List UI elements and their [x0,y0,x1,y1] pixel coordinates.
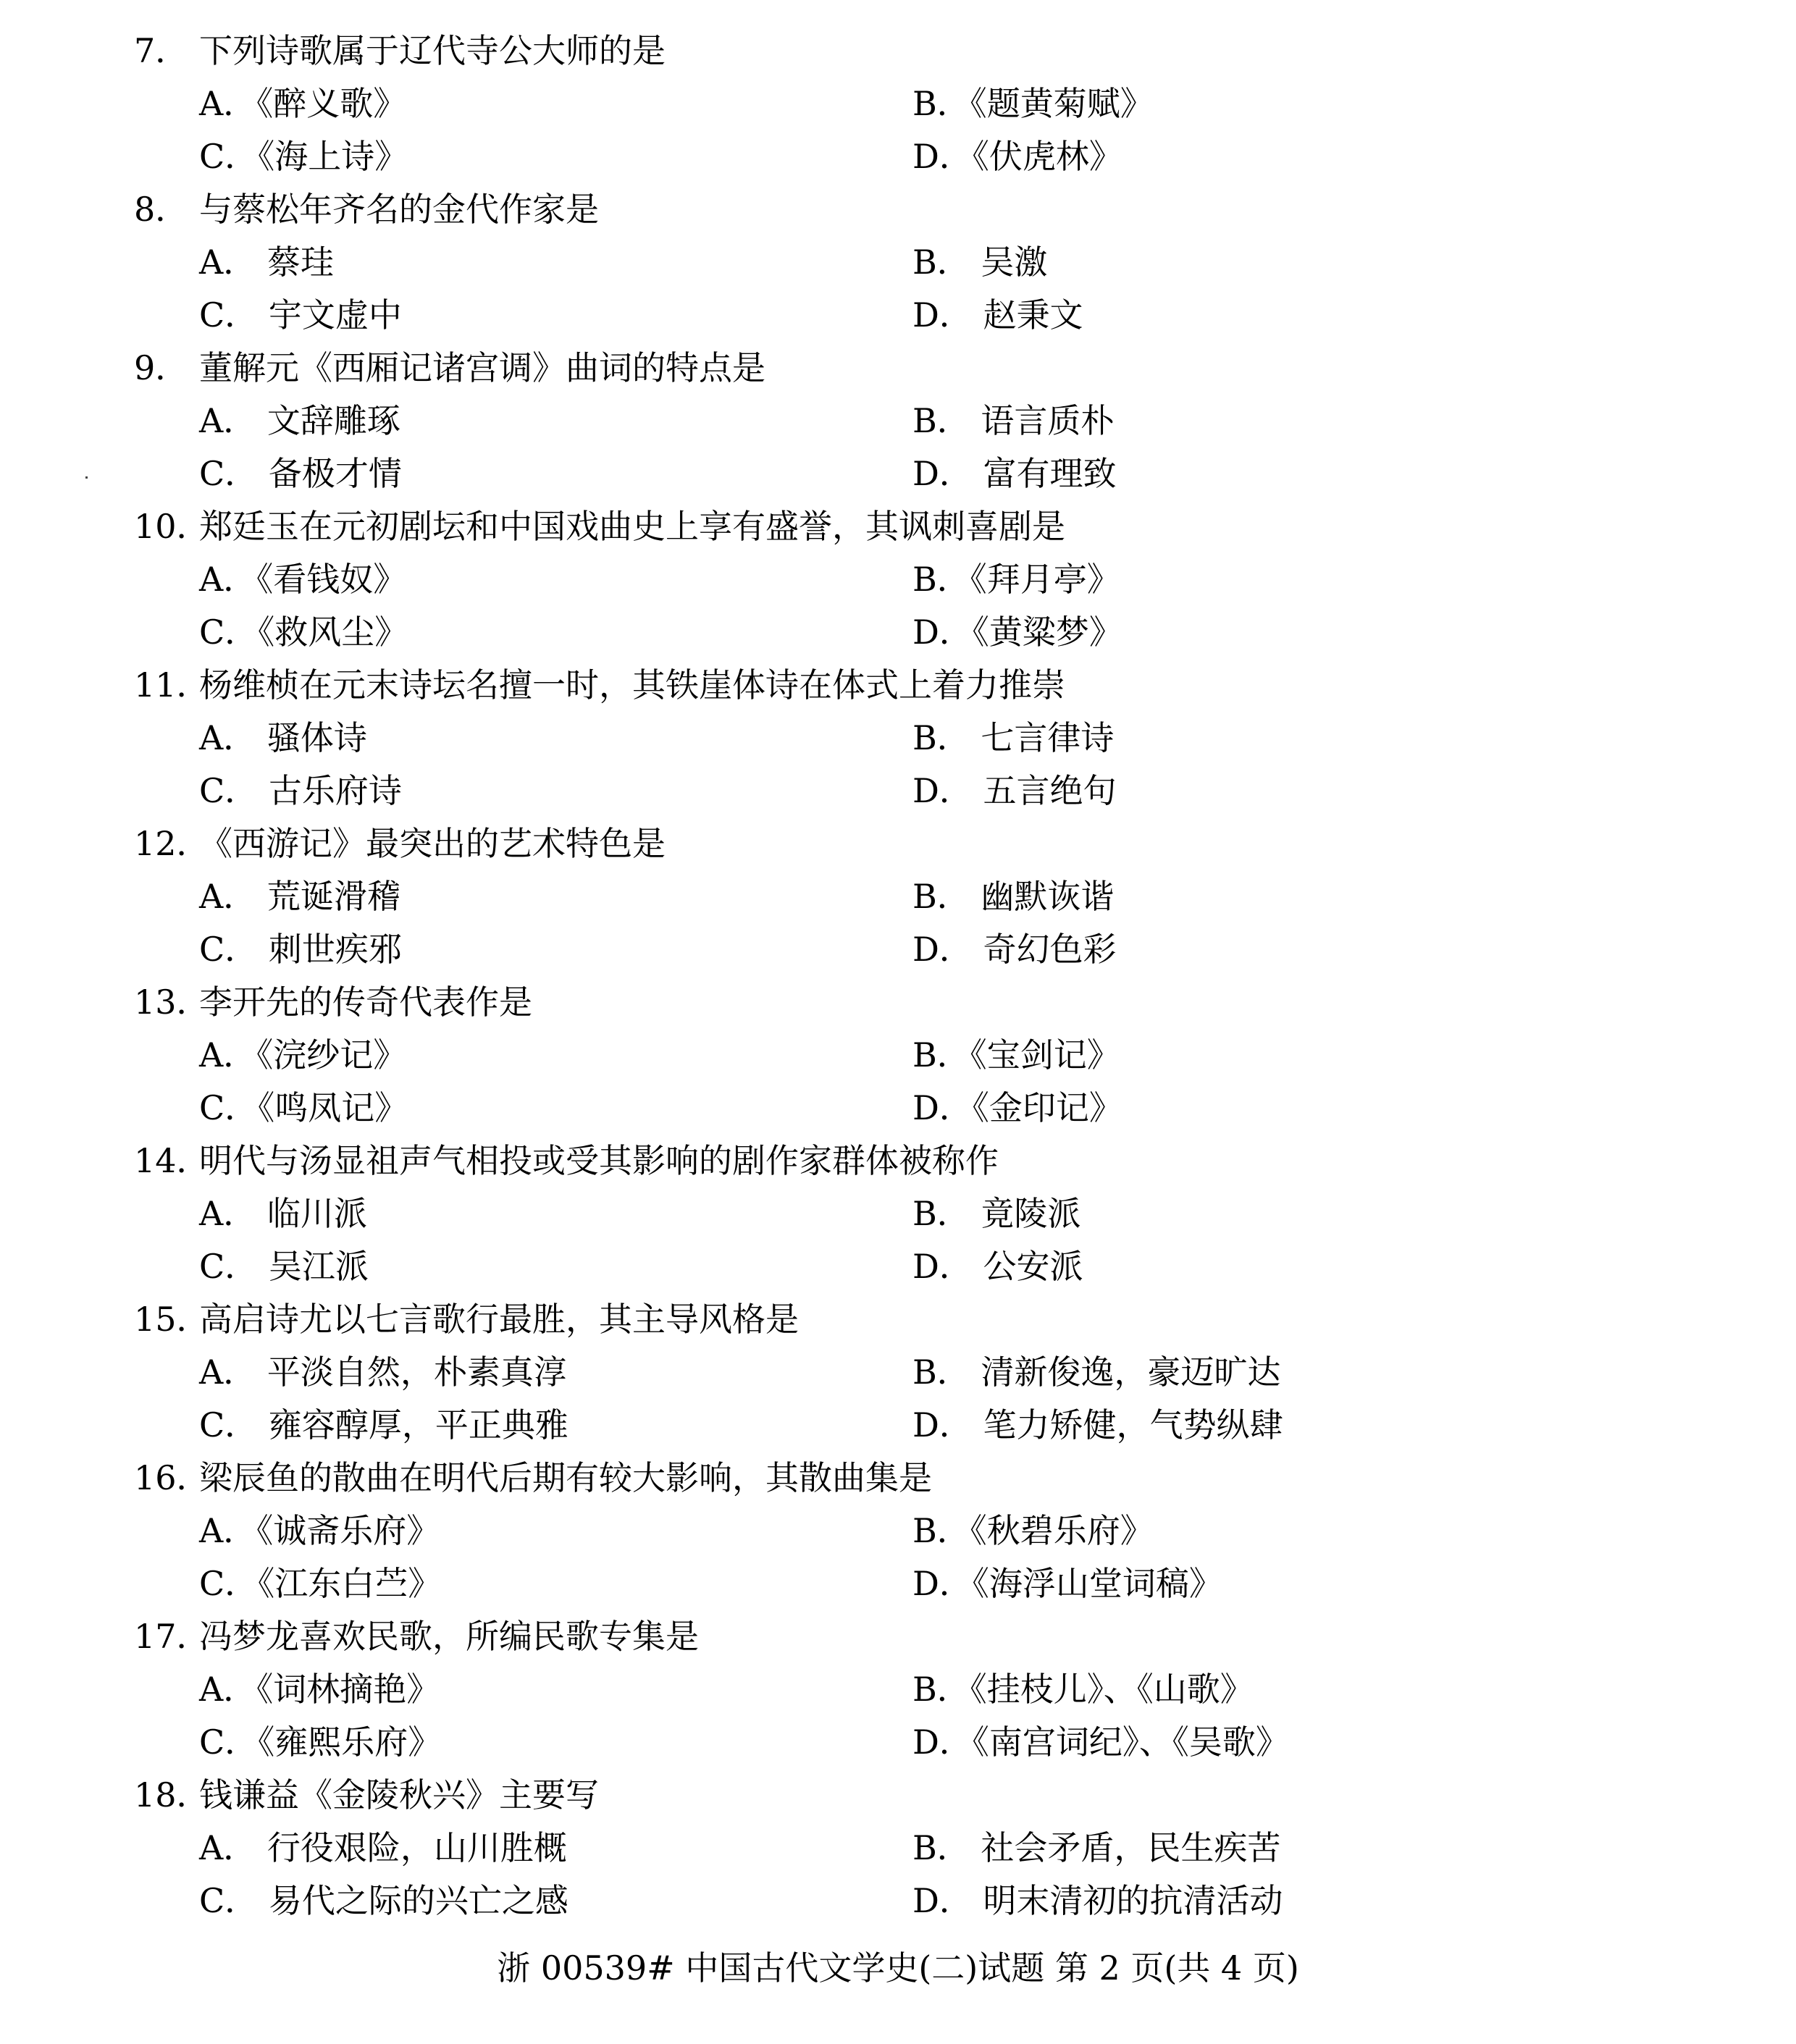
option-b: B． 清新俊逸，豪迈旷达 [912,1353,1281,1392]
option-b: B．《题黄菊赋》 [912,84,1154,123]
scan-speck [85,476,88,479]
option-d: D． 富有理致 [912,454,1117,493]
option-c: C．《海上诗》 [199,137,408,176]
option-c: C．《雍熙乐府》 [199,1723,442,1762]
question-12 [134,822,666,865]
question-stem: 钱谦益《金陵秋兴》主要写 [199,1775,599,1814]
question-stem: 与蔡松年齐名的金代作家是 [199,190,599,229]
question-9 [134,346,765,390]
question-stem: 高启诗尤以七言歌行最胜，其主导风格是 [199,1300,799,1339]
option-d: D． 五言绝句 [912,771,1117,810]
option-a: A． 临川派 [199,1194,367,1233]
option-b: B．《挂枝儿》、《山歌》 [912,1670,1254,1709]
question-stem: 冯梦龙喜欢民歌，所编民歌专集是 [199,1617,699,1656]
option-a: A． 文辞雕琢 [199,401,400,440]
question-number: 15． [134,1300,210,1339]
question-18 [134,1773,599,1817]
option-b: B．《秋碧乐府》 [912,1511,1154,1550]
question-11 [134,663,1065,707]
question-16 [134,1456,932,1500]
question-stem: 杨维桢在元末诗坛名擅一时，其铁崖体诗在体式上着力推崇 [199,665,1065,705]
option-c: C． 刺世疾邪 [199,930,402,969]
option-d: D．《黄粱梦》 [912,613,1122,652]
question-number: 8． [134,190,189,229]
question-number: 9． [134,348,189,387]
question-number: 17． [134,1617,210,1656]
option-d: D． 公安派 [912,1247,1083,1286]
option-d: D．《海浮山堂词稿》 [912,1564,1222,1603]
option-a: A． 平淡自然，朴素真淳 [199,1353,567,1392]
option-d: D． 奇幻色彩 [912,930,1117,969]
option-c: C． 古乐府诗 [199,771,402,810]
option-a: A． 行役艰险，山川胜概 [199,1828,567,1867]
option-d: D．《伏虎林》 [912,137,1122,176]
option-a: A． 蔡珪 [199,243,334,282]
option-a: A．《浣纱记》 [199,1035,407,1074]
question-stem: 李开先的传奇代表作是 [199,983,532,1022]
option-b: B． 竟陵派 [912,1194,1081,1233]
question-7 [134,29,666,72]
option-d: D． 笔力矫健，气势纵肆 [912,1405,1283,1444]
option-c: C．《江东白苎》 [199,1564,442,1603]
question-15 [134,1298,799,1341]
page-footer: 浙 00539# 中国古代文学史(二)试题 第 2 页(共 4 页) [497,1948,1299,1988]
question-17 [134,1615,699,1658]
question-stem: 郑廷玉在元初剧坛和中国戏曲史上享有盛誉，其讽刺喜剧是 [199,507,1065,546]
question-13 [134,980,532,1024]
option-b: B． 七言律诗 [912,718,1115,757]
option-a: A．《词林摘艳》 [199,1670,440,1709]
question-number: 11． [134,665,210,705]
option-c: C．《救风尘》 [199,613,408,652]
option-d: D．《金印记》 [912,1088,1122,1127]
option-b: B．《拜月亭》 [912,560,1120,599]
option-c: C． 备极才情 [199,454,402,493]
option-a: A．《醉义歌》 [199,84,407,123]
question-stem: 明代与汤显祖声气相投或受其影响的剧作家群体被称作 [199,1141,999,1180]
question-8 [134,188,599,231]
option-b: B． 语言质朴 [912,401,1115,440]
option-c: C． 易代之际的兴亡之感 [199,1881,568,1920]
question-number: 12． [134,824,210,863]
option-c: C． 雍容醇厚，平正典雅 [199,1405,568,1444]
question-14 [134,1139,999,1182]
option-b: B． 幽默诙谐 [912,877,1115,916]
option-c: C．《鸣凤记》 [199,1088,408,1127]
option-b: B．《宝剑记》 [912,1035,1120,1074]
question-stem: 梁辰鱼的散曲在明代后期有较大影响，其散曲集是 [199,1458,932,1497]
question-10 [134,505,1065,548]
question-number: 13． [134,983,210,1022]
option-b: B． 社会矛盾，民生疾苦 [912,1828,1281,1867]
option-d: D．《南宫词纪》、《吴歌》 [912,1723,1289,1762]
question-number: 7． [134,31,189,70]
option-a: A． 荒诞滑稽 [199,877,400,916]
option-b: B． 吴激 [912,243,1048,282]
option-c: C． 吴江派 [199,1247,369,1286]
option-a: A．《诚斋乐府》 [199,1511,440,1550]
question-stem: 《西游记》最突出的艺术特色是 [199,824,666,863]
question-number: 14． [134,1141,210,1180]
question-stem: 下列诗歌属于辽代寺公大师的是 [199,31,666,70]
question-number: 16． [134,1458,210,1497]
option-a: A． 骚体诗 [199,718,367,757]
question-number: 10． [134,507,210,546]
option-c: C． 宇文虚中 [199,295,402,335]
question-number: 18． [134,1775,210,1814]
option-a: A．《看钱奴》 [199,560,407,599]
question-stem: 董解元《西厢记诸宫调》曲词的特点是 [199,348,765,387]
option-d: D． 赵秉文 [912,295,1083,335]
option-d: D． 明末清初的抗清活动 [912,1881,1283,1920]
